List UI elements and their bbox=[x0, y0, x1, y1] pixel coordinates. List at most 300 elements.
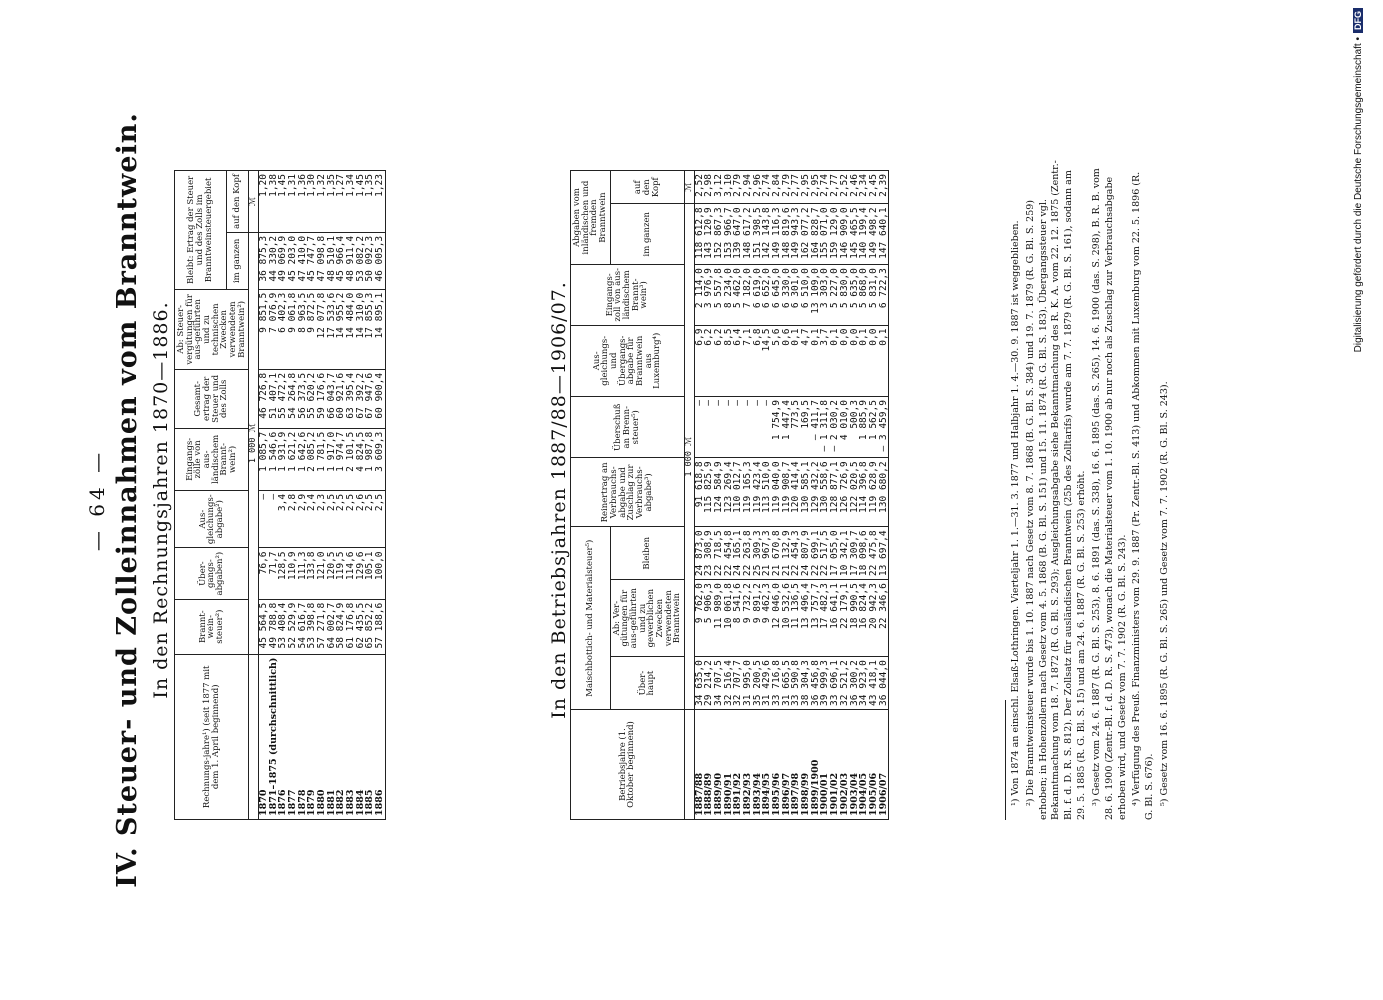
row-value: 22 475,8 bbox=[869, 527, 879, 580]
row-value: 126 726,9 bbox=[840, 458, 850, 527]
row-year: 1888/89 bbox=[704, 710, 714, 820]
row-value: 1 546,6 bbox=[269, 428, 279, 490]
row-value: 149 943,3 bbox=[791, 204, 801, 265]
row-value: 48 510,1 bbox=[327, 232, 337, 289]
row-value: 2,77 bbox=[830, 171, 840, 204]
row-value: 1,32 bbox=[317, 171, 327, 233]
row-value: 6,2 bbox=[704, 325, 714, 397]
row-value: 13 109,0 bbox=[811, 265, 821, 325]
row-value: 22 454,8 bbox=[724, 527, 734, 580]
row-year: 1871–1875 (durchschnittlich) bbox=[269, 654, 279, 819]
row-value: 5 635,0 bbox=[850, 265, 860, 325]
row-value: 45 564,5 bbox=[258, 599, 268, 654]
credit-text: Digitalisierung gefördert durch die Deutsche Forschungsgemeinschaft • bbox=[1353, 37, 1364, 353]
row-value: 162 077,2 bbox=[801, 204, 811, 265]
row-value: 110 012,7 bbox=[733, 458, 743, 527]
row-year: 1902/03 bbox=[840, 710, 850, 820]
col-uebergangsabgaben-header: Über-gangs-abgaben²) bbox=[175, 548, 249, 599]
row-value: 2,98 bbox=[704, 171, 714, 204]
row-value: 6,8 bbox=[753, 325, 763, 397]
table-1887-1907 bbox=[570, 170, 889, 820]
row-value: 59 176,6 bbox=[317, 369, 327, 428]
row-value: 9 891,2 bbox=[753, 580, 763, 657]
row-value: 36 456,8 bbox=[811, 657, 821, 710]
unit-label: 1 000 ℳ bbox=[249, 232, 259, 654]
row-value: 1 781,5 bbox=[317, 428, 327, 490]
row-value: 12 046,0 bbox=[772, 580, 782, 657]
row-value: 2,8 bbox=[288, 490, 298, 548]
row-value: 2,5 bbox=[365, 490, 375, 548]
row-value: 22 517,5 bbox=[820, 527, 830, 580]
row-value: 119 628,9 bbox=[869, 458, 879, 527]
row-value: 2,52 bbox=[694, 171, 704, 204]
row-value: 100,0 bbox=[375, 548, 385, 599]
row-value: 1,45 bbox=[356, 171, 366, 233]
row-value: 145 465,5 bbox=[850, 204, 860, 265]
row-value: 500,3 bbox=[850, 397, 860, 458]
row-value: — bbox=[733, 397, 743, 458]
row-value: 146 909,0 bbox=[840, 204, 850, 265]
row-value: 33 696,1 bbox=[830, 657, 840, 710]
row-value: 2,79 bbox=[733, 171, 743, 204]
row-value: 47 098,8 bbox=[317, 232, 327, 289]
row-value: 1,38 bbox=[269, 171, 279, 233]
row-value: 6,2 bbox=[714, 325, 724, 397]
row-value: 2,46 bbox=[850, 171, 860, 204]
row-value: 1,31 bbox=[288, 171, 298, 233]
row-value: 5 227,0 bbox=[830, 265, 840, 325]
col-steuerverguetungen-header: Ab: Steuer-vergütungen für aus-geführten und zu technischen Zwecken verwendeten Branntwein²) bbox=[175, 289, 249, 369]
row-value: 17 309,7 bbox=[850, 527, 860, 580]
row-year: 1892/93 bbox=[743, 710, 753, 820]
row-value: 2,74 bbox=[820, 171, 830, 204]
row-year: 1879 bbox=[307, 654, 317, 819]
row-value: 57 271,8 bbox=[317, 599, 327, 654]
row-value: — bbox=[724, 397, 734, 458]
row-value: 44 330,2 bbox=[269, 232, 279, 289]
row-value: 151 398,5 bbox=[753, 204, 763, 265]
row-value: 2,5 bbox=[346, 490, 356, 548]
row-year: 1883 bbox=[346, 654, 356, 819]
row-value: 34 635,0 bbox=[694, 657, 704, 710]
row-value: 62 435,5 bbox=[356, 599, 366, 654]
row-value: 60 921,6 bbox=[336, 369, 346, 428]
row-value: 139 647,0 bbox=[733, 204, 743, 265]
row-value: 9 732,2 bbox=[743, 580, 753, 657]
row-value: 122 020,5 bbox=[850, 458, 860, 527]
row-value: 65 852,2 bbox=[365, 599, 375, 654]
row-value: 2,3 bbox=[317, 490, 327, 548]
row-value: 38 304,3 bbox=[801, 657, 811, 710]
row-value: 47 410,0 bbox=[298, 232, 308, 289]
footnote-rule bbox=[1005, 700, 1006, 820]
row-value: 58 824,9 bbox=[336, 599, 346, 654]
row-value: 5,6 bbox=[772, 325, 782, 397]
row-value: 6 301,0 bbox=[791, 265, 801, 325]
row-value: 164 828,7 bbox=[811, 204, 821, 265]
row-year: 1901/02 bbox=[830, 710, 840, 820]
row-value: 6 619,0 bbox=[753, 265, 763, 325]
row-value: 76,6 bbox=[258, 548, 268, 599]
row-value: 140 199,4 bbox=[859, 204, 869, 265]
row-value: — 1 311,8 bbox=[820, 397, 830, 458]
row-value: 0,1 bbox=[791, 325, 801, 397]
row-value: — bbox=[269, 490, 279, 548]
row-value: 48 911,4 bbox=[346, 232, 356, 289]
section2-title: In den Betriebsjahren 1887/88—1906/07. bbox=[548, 281, 570, 719]
row-value: 129,6 bbox=[356, 548, 366, 599]
row-value: 129 432,2 bbox=[811, 458, 821, 527]
row-value: 152 867,3 bbox=[714, 204, 724, 265]
page-number: — 64 — bbox=[85, 448, 109, 552]
row-year: 1897/98 bbox=[791, 710, 801, 820]
row-value: 55 620,2 bbox=[307, 369, 317, 428]
row-value: 159 129,0 bbox=[830, 204, 840, 265]
row-value: 148 819,6 bbox=[782, 204, 792, 265]
row-value: 2,5 bbox=[327, 490, 337, 548]
row-year: 1880 bbox=[317, 654, 327, 819]
row-value: 36 044,0 bbox=[879, 657, 889, 710]
row-value: 31 995,0 bbox=[743, 657, 753, 710]
row-value: 1 621,2 bbox=[288, 428, 298, 490]
row-value: 8 963,5 bbox=[298, 289, 308, 369]
row-value: 114,6 bbox=[346, 548, 356, 599]
row-value: — bbox=[753, 397, 763, 458]
col-auf-den-kopf-header: auf den Kopf bbox=[610, 171, 684, 204]
row-value: 10 061,8 bbox=[724, 580, 734, 657]
row-value: 2,95 bbox=[801, 171, 811, 204]
row-value: 9 872,5 bbox=[307, 289, 317, 369]
row-value: 67 392,2 bbox=[356, 369, 366, 428]
row-value: 7,1 bbox=[743, 325, 753, 397]
row-value: 14 484,0 bbox=[346, 289, 356, 369]
row-value: 143 120,9 bbox=[704, 204, 714, 265]
row-value: 6,9 bbox=[694, 325, 704, 397]
row-value: 33 716,8 bbox=[772, 657, 782, 710]
row-value: 11 989,0 bbox=[714, 580, 724, 657]
row-value: 110,9 bbox=[288, 548, 298, 599]
row-year: 1895/96 bbox=[772, 710, 782, 820]
row-value: 6 510,0 bbox=[801, 265, 811, 325]
row-value: 6 330,0 bbox=[782, 265, 792, 325]
row-value: 10 532,6 bbox=[782, 580, 792, 657]
row-value: 2,45 bbox=[869, 171, 879, 204]
row-value: 6 722,3 bbox=[879, 265, 889, 325]
row-value: 119 165,3 bbox=[743, 458, 753, 527]
row-value: 20 942,3 bbox=[869, 580, 879, 657]
row-value: 22 699,1 bbox=[811, 527, 821, 580]
unit-label-per-head: ℳ bbox=[684, 171, 694, 204]
row-value: 0,1 bbox=[859, 325, 869, 397]
row-value: 17 055,0 bbox=[830, 527, 840, 580]
row-value: 3,7 bbox=[820, 325, 830, 397]
row-value: 130 680,2 bbox=[879, 458, 889, 527]
row-value: 3,4 bbox=[278, 490, 288, 548]
row-value: 31 429,6 bbox=[762, 657, 772, 710]
row-value: 32 516,4 bbox=[724, 657, 734, 710]
row-year: 1882 bbox=[336, 654, 346, 819]
row-value: 1,23 bbox=[375, 171, 385, 233]
row-value: 9 851,5 bbox=[258, 289, 268, 369]
row-value: 61 176,8 bbox=[346, 599, 356, 654]
row-value: 16 641,1 bbox=[830, 580, 840, 657]
row-year: 1889/90 bbox=[714, 710, 724, 820]
col-year-header: Betriebsjahre (1. Oktober beginnend) bbox=[571, 710, 685, 820]
row-value: 5 906,3 bbox=[704, 580, 714, 657]
row-value: 5 462,0 bbox=[733, 265, 743, 325]
row-value: 18 098,6 bbox=[859, 527, 869, 580]
row-value: 2,39 bbox=[879, 171, 889, 204]
row-value: 1 642,6 bbox=[298, 428, 308, 490]
row-value: 2,95 bbox=[811, 171, 821, 204]
row-year: 1906/07 bbox=[879, 710, 889, 820]
row-value: 36 300,2 bbox=[850, 657, 860, 710]
row-value: 3,10 bbox=[724, 171, 734, 204]
row-value: 128,5 bbox=[278, 548, 288, 599]
row-year: 1890/91 bbox=[724, 710, 734, 820]
row-value: 148 617,2 bbox=[743, 204, 753, 265]
col-ueberhaupt-header: Über-haupt bbox=[610, 657, 684, 710]
row-value: 22 718,5 bbox=[714, 527, 724, 580]
row-year: 1881 bbox=[327, 654, 337, 819]
row-value: 4,7 bbox=[801, 325, 811, 397]
row-value: 52 529,9 bbox=[288, 599, 298, 654]
row-value: 23 308,9 bbox=[704, 527, 714, 580]
footnote-3: ³) Gesetz vom 24. 6. 1887 (R. G. Bl. S. 253), 8. 6. 1891 (das. S. 338), 16. 6. 1895 (das. S. 265), 14. 6. 1900 (das. S. 298), B. R. B. vom 28. 6. 1900 (Zentr.-Bl. f. d. D. R. S. 473), wonach die Materialsteuer vom 1. 10. 1900 ab nur noch als Zuschlag zur Verbrauchsabgabe erhoben wird, und Gesetz vom 7. 7. 1902 (R. G. Bl. S. 243). bbox=[1090, 168, 1128, 820]
row-value: 1 085,7 bbox=[258, 428, 268, 490]
row-value: 1 931,9 bbox=[278, 428, 288, 490]
row-value: 118 612,8 bbox=[694, 204, 704, 265]
row-year: 1876 bbox=[278, 654, 288, 819]
row-value: 2,5 bbox=[336, 490, 346, 548]
row-value: 64 002,7 bbox=[327, 599, 337, 654]
col-year-header: Rechnungs-jahre¹) (seit 1877 mit dem 1. April beginnend) bbox=[175, 654, 249, 819]
row-year: 1870 bbox=[258, 654, 268, 819]
row-value: 2,5 bbox=[375, 490, 385, 548]
row-year: 1899/1900 bbox=[811, 710, 821, 820]
row-value: — bbox=[743, 397, 753, 458]
col-ausgleichungsabgabe-header: Aus-gleichungs- und Übergangs-abgabe für Branntwein aus Luxemburg⁴) bbox=[571, 325, 685, 397]
row-value: 24 165,1 bbox=[733, 527, 743, 580]
row-value: 2,4 bbox=[307, 490, 317, 548]
row-value: 115 825,9 bbox=[704, 458, 714, 527]
col-reinertrag-header: Reinertrag an Verbrauchs-abgabe und Zuschlag zur Verbrauchs-abgabe³) bbox=[571, 458, 685, 527]
row-value: 50 092,3 bbox=[365, 232, 375, 289]
col-im-ganzen-header: im ganzen bbox=[610, 204, 684, 265]
row-value: 4 010,0 bbox=[840, 397, 850, 458]
row-value: 91 618,8 bbox=[694, 458, 704, 527]
row-value: 46 726,8 bbox=[258, 369, 268, 428]
row-value: 105,1 bbox=[365, 548, 375, 599]
row-value: 67 947,6 bbox=[365, 369, 375, 428]
row-value: 14 895,1 bbox=[375, 289, 385, 369]
row-value: 46 005,3 bbox=[375, 232, 385, 289]
row-value: 57 188,6 bbox=[375, 599, 385, 654]
row-year: 1877 bbox=[288, 654, 298, 819]
row-value: 155 071,0 bbox=[820, 204, 830, 265]
col-eingangszoll-header: Eingangs-zoll von aus-ländischem Brannt-wein³) bbox=[571, 265, 685, 325]
row-year: 1878 bbox=[298, 654, 308, 819]
row-value: 153 966,7 bbox=[724, 204, 734, 265]
row-value: 128 877,1 bbox=[830, 458, 840, 527]
row-value: 1 754,9 bbox=[772, 397, 782, 458]
row-value: 25 309,3 bbox=[753, 527, 763, 580]
row-value: 123 269,4 bbox=[724, 458, 734, 527]
row-value: 3,12 bbox=[714, 171, 724, 204]
row-value: 1,20 bbox=[258, 171, 268, 233]
col-eingangszoelle-header: Eingangs-zölle von aus-ländischem Brannt-wein²) bbox=[175, 428, 249, 490]
row-value: 1 885,9 bbox=[859, 397, 869, 458]
row-value: 6 402,3 bbox=[278, 289, 288, 369]
dfg-logo: DFG bbox=[1353, 8, 1363, 33]
row-value: 119,5 bbox=[336, 548, 346, 599]
footnote-5: ⁵) Gesetz vom 16. 6. 1895 (R. G. Bl. S. 265) und Gesetz vom 7. 7. 1902 (R. G. Bl. S. 243). bbox=[1158, 381, 1170, 806]
row-value: — bbox=[258, 490, 268, 548]
section1-title: In den Rechnungsjahren 1870—1886. bbox=[150, 301, 172, 699]
row-year: 1896/97 bbox=[782, 710, 792, 820]
row-value: 119 423,4 bbox=[753, 458, 763, 527]
row-value: 0,0 bbox=[840, 325, 850, 397]
row-value: 1 447,4 bbox=[782, 397, 792, 458]
row-value: 149 116,3 bbox=[772, 204, 782, 265]
row-value: 3 976,9 bbox=[704, 265, 714, 325]
row-value: 120,5 bbox=[327, 548, 337, 599]
col-verguetungen-header: Ab: Ver-gütungen für aus-geführten und zu gewerblichen Zwecken verwendeten Branntwein bbox=[610, 580, 684, 657]
row-value: 29 214,2 bbox=[704, 657, 714, 710]
row-value: 8 234,0 bbox=[724, 265, 734, 325]
row-value: 1 917,0 bbox=[327, 428, 337, 490]
page-heading: IV. Steuer- und Zolleinnahmen vom Branntwein. bbox=[112, 112, 143, 888]
row-value: 22 263,8 bbox=[743, 527, 753, 580]
row-value: 17 482,3 bbox=[820, 580, 830, 657]
row-value: 1 562,5 bbox=[869, 397, 879, 458]
row-value: 56 373,5 bbox=[298, 369, 308, 428]
row-year: 1884 bbox=[356, 654, 366, 819]
row-value: 39 999,3 bbox=[820, 657, 830, 710]
row-value: 21 132,9 bbox=[782, 527, 792, 580]
row-value: 133,8 bbox=[307, 548, 317, 599]
row-value: 12 077,8 bbox=[317, 289, 327, 369]
row-value: 119 040,0 bbox=[772, 458, 782, 527]
row-value: 17 533,6 bbox=[327, 289, 337, 369]
row-value: 147 640,1 bbox=[879, 204, 889, 265]
row-value: 0,1 bbox=[830, 325, 840, 397]
row-value: 0,0 bbox=[869, 325, 879, 397]
col-group-maischbottich-header: Maischbottich- und Materialsteuer⁵) bbox=[571, 527, 611, 710]
row-value: 130 558,6 bbox=[820, 458, 830, 527]
row-value: 24 807,9 bbox=[801, 527, 811, 580]
row-value: 120 414,4 bbox=[791, 458, 801, 527]
row-year: 1887/88 bbox=[694, 710, 704, 820]
row-value: 13 697,4 bbox=[879, 527, 889, 580]
table-1870-1886 bbox=[174, 170, 386, 820]
row-value: 2,96 bbox=[753, 171, 763, 204]
row-value: 63 395,4 bbox=[346, 369, 356, 428]
row-value: 35 200,5 bbox=[753, 657, 763, 710]
row-value: 6 645,0 bbox=[772, 265, 782, 325]
row-value: 2,9 bbox=[298, 490, 308, 548]
table-row bbox=[879, 171, 889, 820]
row-value: — 3 459,9 bbox=[879, 397, 889, 458]
row-value: 1 987,8 bbox=[365, 428, 375, 490]
row-value: 31 665,5 bbox=[782, 657, 792, 710]
row-value: 43 418,1 bbox=[869, 657, 879, 710]
row-year: 1905/06 bbox=[869, 710, 879, 820]
row-value: 1,35 bbox=[327, 171, 337, 233]
row-value: 32 707,7 bbox=[733, 657, 743, 710]
row-value: 2,84 bbox=[772, 171, 782, 204]
row-value: 7 182,0 bbox=[743, 265, 753, 325]
row-value: 2,6 bbox=[356, 490, 366, 548]
row-value: 45 747,7 bbox=[307, 232, 317, 289]
row-value: 54 616,7 bbox=[298, 599, 308, 654]
row-value: 9 061,8 bbox=[288, 289, 298, 369]
row-value: — bbox=[762, 397, 772, 458]
row-value: 0,0 bbox=[850, 325, 860, 397]
table-1887-1907-body bbox=[684, 171, 888, 820]
row-value: 130 585,1 bbox=[801, 458, 811, 527]
row-value: 121,0 bbox=[317, 548, 327, 599]
row-value: — bbox=[694, 397, 704, 458]
row-value: 2,79 bbox=[782, 171, 792, 204]
row-value: 71,7 bbox=[269, 548, 279, 599]
row-value: 13 496,4 bbox=[801, 580, 811, 657]
row-value: 1,35 bbox=[365, 171, 375, 233]
row-value: 3 303,0 bbox=[820, 265, 830, 325]
row-value: — 2 030,2 bbox=[830, 397, 840, 458]
row-value: 51 407,1 bbox=[269, 369, 279, 428]
row-year: 1904/05 bbox=[859, 710, 869, 820]
row-value: 10 342,1 bbox=[840, 527, 850, 580]
footnotes bbox=[1005, 160, 1174, 820]
table-1870-1886-body bbox=[249, 171, 386, 820]
row-value: 22 454,3 bbox=[791, 527, 801, 580]
row-value: 14 955,2 bbox=[336, 289, 346, 369]
row-value: 21 967,3 bbox=[762, 527, 772, 580]
unit-spacer bbox=[684, 710, 694, 820]
row-value: 45 966,4 bbox=[336, 232, 346, 289]
row-value: 6,4 bbox=[733, 325, 743, 397]
row-value: 1,45 bbox=[278, 171, 288, 233]
row-value: 2,34 bbox=[859, 171, 869, 204]
row-value: 0,6 bbox=[782, 325, 792, 397]
row-value: 0,1 bbox=[879, 325, 889, 397]
row-value: 8,5 bbox=[724, 325, 734, 397]
row-year: 1898/99 bbox=[801, 710, 811, 820]
row-value: 2 085,2 bbox=[307, 428, 317, 490]
row-value: — bbox=[714, 397, 724, 458]
col-abgaben-header: Abgaben vom inländischen und fremden Branntwein bbox=[571, 171, 611, 265]
row-value: 14,5 bbox=[762, 325, 772, 397]
row-value: 2 114,0 bbox=[694, 265, 704, 325]
row-value: 2 101,5 bbox=[346, 428, 356, 490]
row-value: 2,77 bbox=[791, 171, 801, 204]
row-value: 18 990,5 bbox=[850, 580, 860, 657]
row-value: 0,1 bbox=[811, 325, 821, 397]
row-value: 1,34 bbox=[346, 171, 356, 233]
row-value: 33 590,8 bbox=[791, 657, 801, 710]
row-value: 2,74 bbox=[762, 171, 772, 204]
row-year: 1893/94 bbox=[753, 710, 763, 820]
credit-line bbox=[1353, 8, 1367, 992]
row-value: 36 875,3 bbox=[258, 232, 268, 289]
row-value: 53 082,2 bbox=[356, 232, 366, 289]
row-value: 2,94 bbox=[743, 171, 753, 204]
row-value: 1,27 bbox=[336, 171, 346, 233]
col-bleibt-header: Bleibt: Ertrag der Steuer und des Zolls im Branntweinsteuergebiet bbox=[175, 171, 227, 290]
row-value: 5 557,8 bbox=[714, 265, 724, 325]
row-value: 7 076,9 bbox=[269, 289, 279, 369]
